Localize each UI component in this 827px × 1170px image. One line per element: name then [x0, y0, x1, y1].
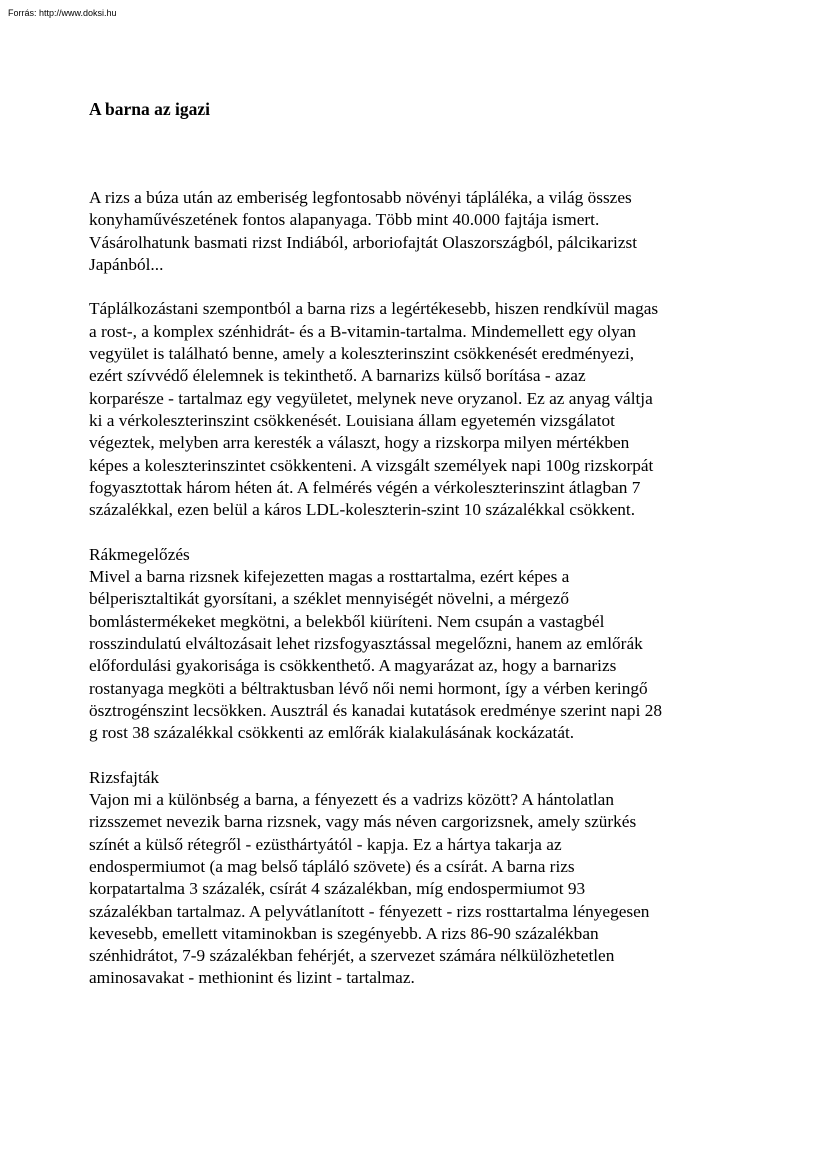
text-line: konyhaművészetének fontos alapanyaga. Több mint 40.000 fajtája ismert.	[89, 210, 600, 230]
text-line: a rost-, a komplex szénhidrát- és a B-vitamin-tartalma. Mindemellett egy olyan	[89, 321, 637, 341]
text-line: színét a külső rétegről - ezüsthártyától - kapja. Ez a hártya takarja az	[89, 834, 562, 854]
text-line: kevesebb, emellett vitaminokban is szegényebb. A rizs 86-90 százalékban	[89, 923, 599, 943]
text-line: aminosavakat - methionint és lizint - tartalmaz.	[89, 968, 415, 988]
text-line: képes a koleszterinszintet csökkenteni. A vizsgált személyek napi 100g rizskorpát	[89, 455, 654, 475]
paragraph	[89, 767, 749, 990]
text-line: korparésze - tartalmaz egy vegyületet, melynek neve oryzanol. Ez az anyag váltja	[89, 388, 653, 408]
text-line: végeztek, melyben arra keresték a választ, hogy a rizskorpa milyen mértékben	[89, 433, 630, 453]
text-line: Vajon mi a különbség a barna, a fényezett és a vadrizs között? A hántolatlan	[89, 790, 614, 810]
text-line: A rizs a búza után az emberiség legfontosabb növényi tápláléka, a világ összes	[89, 188, 632, 207]
text-line: bélperisztaltikát gyorsítani, a széklet mennyiségét növelni, a mérgező	[89, 589, 570, 609]
text-line: Rizsfajták	[89, 767, 160, 787]
text-line: előfordulási gyakorisága is csökkenthető. A magyarázat az, hogy a barnarizs	[89, 656, 617, 676]
text-line: endospermiumot (a mag belső tápláló szövete) és a csírát. A barna rizs	[89, 856, 575, 876]
text-line: rosszindulatú elváltozásait lehet rizsfogyasztással megelőzni, hanem az emlőrák	[89, 633, 643, 653]
text-line: rizsszemet nevezik barna rizsnek, vagy más néven cargorizsnek, amely szürkés	[89, 812, 637, 832]
document-body	[89, 187, 749, 1012]
text-line: g rost 38 százalékkal csökkenti az emlőrák kialakulásának kockázatát.	[89, 723, 575, 743]
source-note: Forrás: http://www.doksi.hu	[8, 8, 117, 18]
paragraph	[89, 298, 749, 521]
text-line: Vásárolhatunk basmati rizst Indiából, arboriofajtát Olaszországból, pálcikarizst	[89, 232, 638, 252]
paragraph	[89, 187, 749, 276]
text-line: korpatartalma 3 százalék, csírát 4 százalékban, míg endospermiumot 93	[89, 879, 586, 899]
document-title: A barna az igazi	[89, 99, 211, 119]
text-line: fogyasztottak három héten át. A felmérés végén a vérkoleszterinszint átlagban 7	[89, 477, 641, 497]
text-line: ösztrogénszint lecsökken. Ausztrál és kanadai kutatások eredménye szerint napi 28	[89, 700, 662, 720]
text-line: vegyület is található benne, amely a koleszterinszint csökkenését eredményezi,	[89, 344, 635, 364]
text-line: Táplálkozástani szempontból a barna rizs a legértékesebb, hiszen rendkívül magas	[89, 299, 659, 319]
paragraph	[89, 544, 749, 745]
text-line: százalékban tartalmaz. A pelyvátlanított - fényezett - rizs rosttartalma lényegesen	[89, 901, 650, 921]
text-line: ki a vérkoleszterinszint csökkenését. Louisiana állam egyetemén vizsgálatot	[89, 410, 615, 430]
text-line: rostanyaga megköti a béltraktusban lévő női nemi hormont, így a vérben keringő	[89, 678, 648, 698]
text-line: bomlástermékeket megkötni, a belekből kiüríteni. Nem csupán a vastagbél	[89, 611, 605, 631]
text-line: Mivel a barna rizsnek kifejezetten magas a rosttartalma, ezért képes a	[89, 567, 570, 587]
text-line: Japánból...	[89, 254, 164, 274]
text-line: százalékkal, ezen belül a káros LDL-koleszterin-szint 10 százalékkal csökkent.	[89, 500, 636, 520]
text-line: ezért szívvédő élelemnek is tekinthető. A barnarizs külső borítása - azaz	[89, 366, 586, 386]
text-line: Rákmegelőzés	[89, 544, 190, 564]
text-line: szénhidrátot, 7-9 százalékban fehérjét, a szervezet számára nélkülözhetetlen	[89, 946, 615, 966]
